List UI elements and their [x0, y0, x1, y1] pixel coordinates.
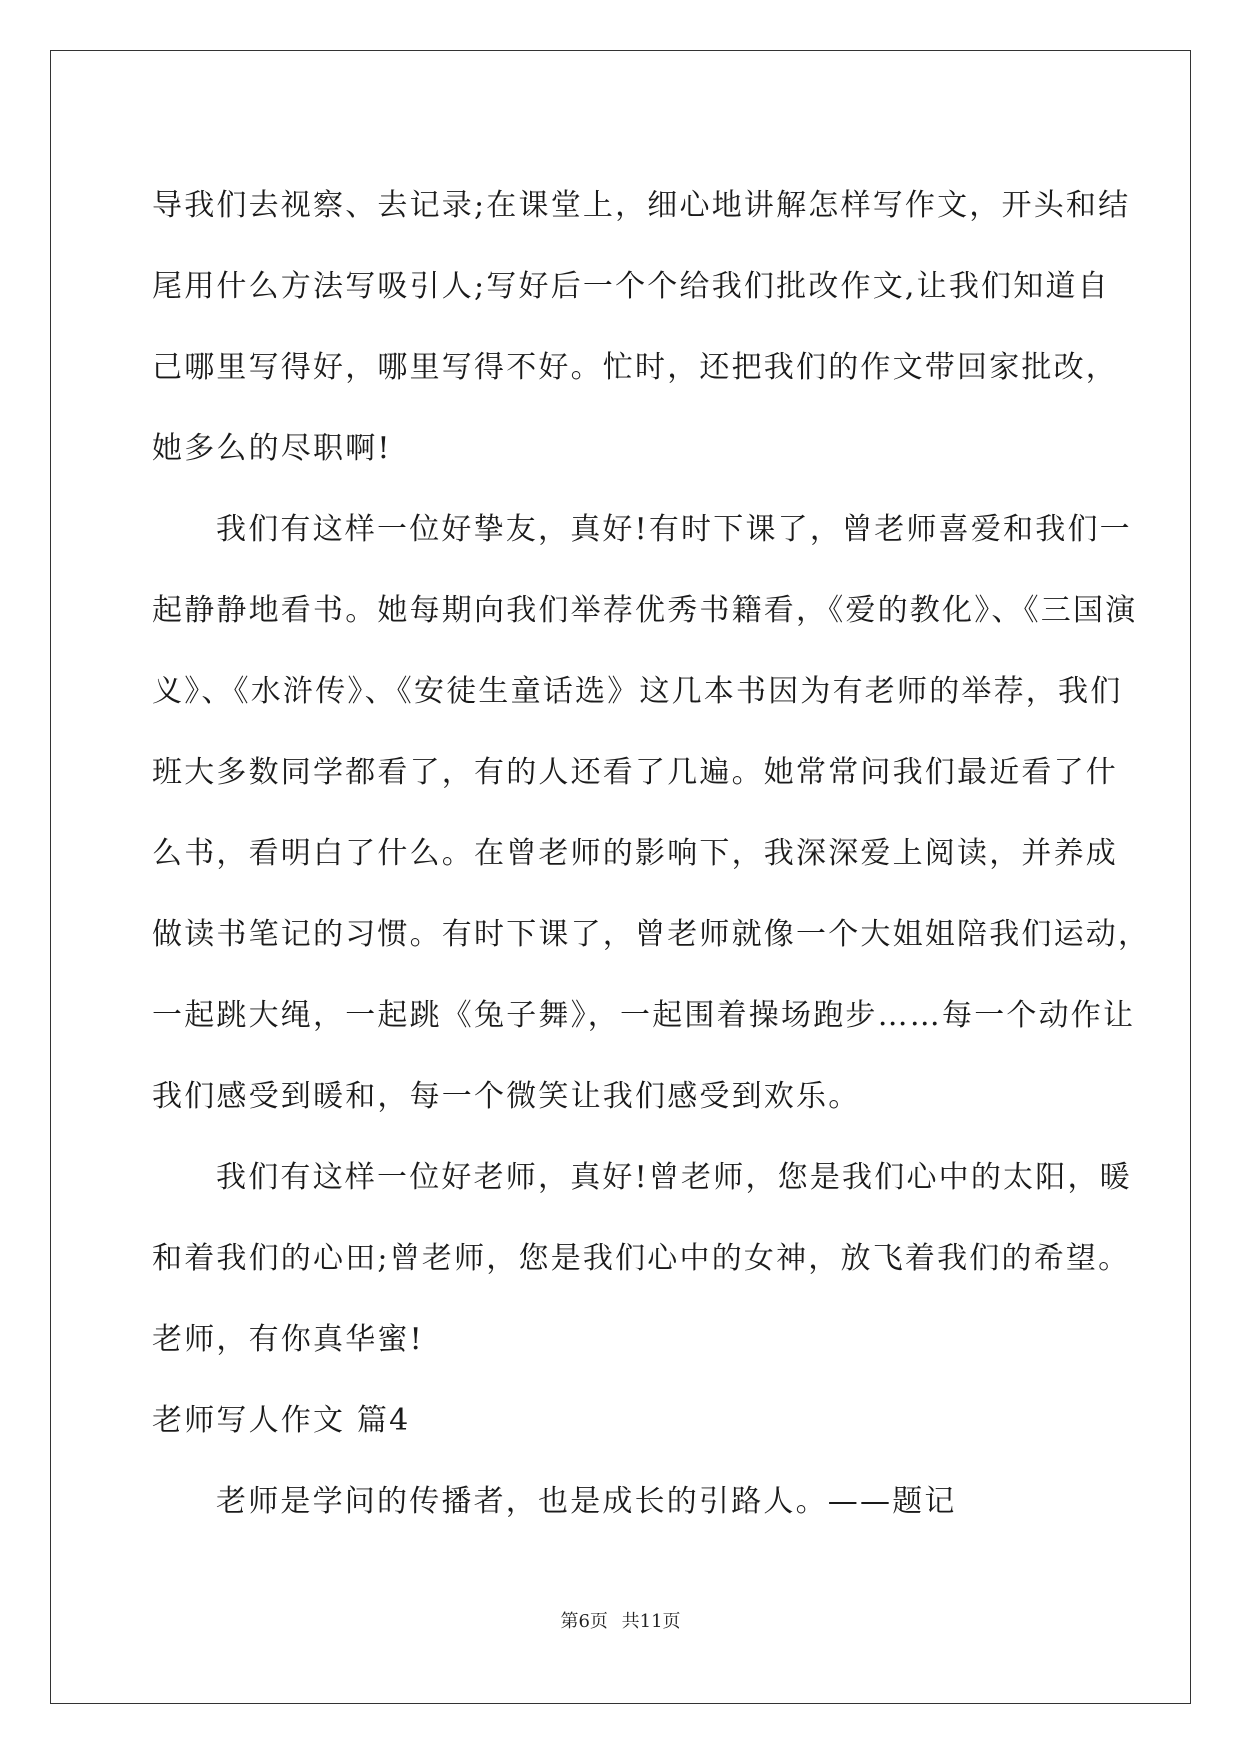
paragraph-first-line: 我们有这样一位好老师，真好!曾老师，您是我们心中的太阳，暖: [216, 1160, 1132, 1195]
text-line: 起静静地看书。她每期向我们举荐优秀书籍看，《爱的教化》、《三国演: [152, 593, 1138, 628]
paragraph-first-line: 我们有这样一位好挚友，真好!有时下课了，曾老师喜爱和我们一: [216, 512, 1132, 547]
text-line: 和着我们的心田;曾老师，您是我们心中的女神，放飞着我们的希望。: [152, 1241, 1131, 1276]
text-line: 尾用什么方法写吸引人;写好后一个个给我们批改作文,让我们知道自: [152, 269, 1110, 304]
page-total: 共11页: [621, 1611, 681, 1632]
text-line: 导我们去视察、去记录;在课堂上，细心地讲解怎样写作文，开头和结: [152, 188, 1131, 223]
text-line: 义》、《水浒传》、《安徒生童话选》这几本书因为有老师的举荐，我们: [152, 674, 1123, 709]
text-line: 班大多数同学都看了，有的人还看了几遍。她常常问我们最近看了什: [152, 755, 1118, 790]
text-line: 我们感受到暖和，每一个微笑让我们感受到欢乐。: [152, 1079, 861, 1114]
text-line: 己哪里写得好，哪里写得不好。忙时，还把我们的作文带回家批改，: [152, 350, 1118, 385]
text-line: 一起跳大绳，一起跳《兔子舞》，一起围着操场跑步……每一个动作让: [152, 998, 1136, 1033]
text-line: 么书，看明白了什么。在曾老师的影响下，我深深爱上阅读，并养成: [152, 836, 1118, 871]
page-number: 第6页: [560, 1611, 608, 1632]
page-footer: [0, 1607, 1241, 1633]
text-line: 她多么的尽职啊!: [152, 431, 392, 466]
text-line: 做读书笔记的习惯。有时下课了，曾老师就像一个大姐姐陪我们运动，: [152, 917, 1151, 952]
text-line: 老师，有你真华蜜!: [152, 1322, 424, 1357]
epigraph-line: 老师是学问的传播者，也是成长的引路人。——题记: [216, 1484, 957, 1519]
section-heading: 老师写人作文 篇4: [152, 1403, 411, 1438]
document-body: [152, 165, 1151, 1542]
